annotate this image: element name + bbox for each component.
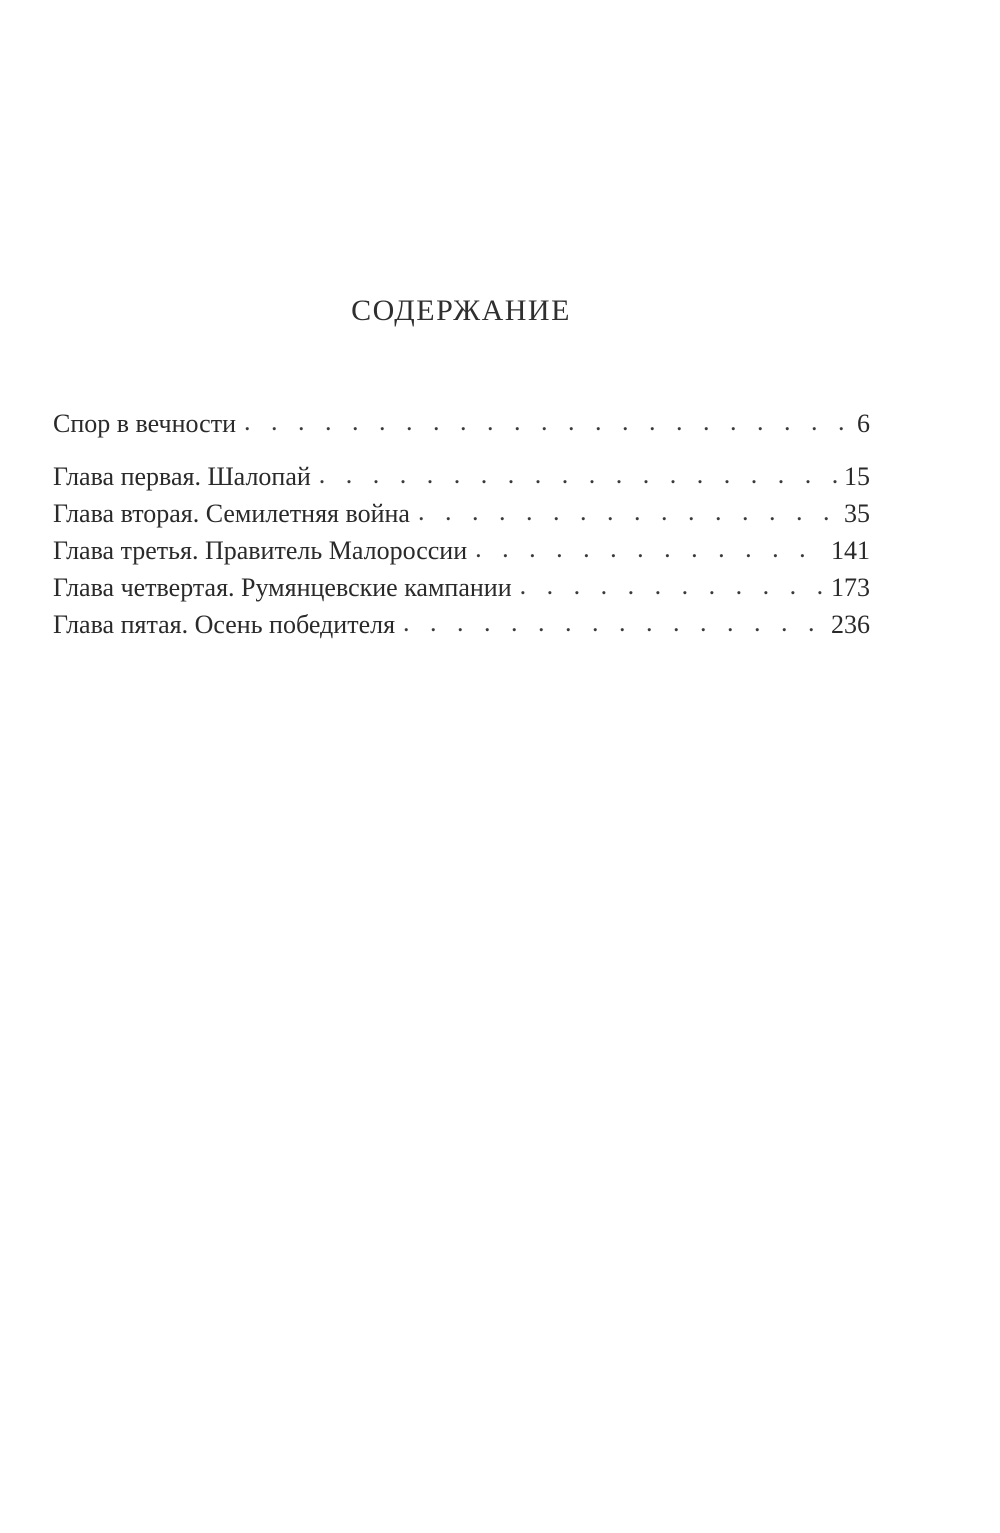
toc-entry-page: 35 [844, 499, 870, 528]
toc-entry-page: 6 [857, 409, 870, 438]
toc-entry-label: Глава вторая. Семилетняя война [53, 499, 410, 528]
dot-leader [475, 530, 827, 567]
toc-entry [53, 532, 870, 569]
toc-entry [53, 569, 870, 606]
toc-entry-page: 141 [831, 536, 870, 565]
toc-entry-label: Глава пятая. Осень победителя [53, 610, 396, 639]
toc-entry [53, 458, 870, 495]
dot-leader [319, 456, 840, 493]
toc-entry [53, 495, 870, 532]
toc-entry [53, 405, 870, 442]
dot-leader [418, 493, 840, 530]
toc-entry-label: Глава первая. Шалопай [53, 462, 311, 491]
dot-leader [520, 567, 827, 604]
toc-title: СОДЕРЖАНИЕ [351, 294, 571, 327]
toc-entry-label: Глава четвертая. Румянцевские кампании [53, 573, 512, 602]
toc-list [53, 405, 870, 643]
toc-entry-label: Спор в вечности [53, 409, 237, 438]
toc-entry-page: 15 [844, 462, 870, 491]
toc-entry-label: Глава третья. Правитель Малороссии [53, 536, 468, 565]
dot-leader [244, 403, 853, 440]
toc-entry-page: 236 [831, 610, 870, 639]
dot-leader [403, 604, 827, 641]
toc-entry [53, 606, 870, 643]
toc-entry-page: 173 [831, 573, 870, 602]
